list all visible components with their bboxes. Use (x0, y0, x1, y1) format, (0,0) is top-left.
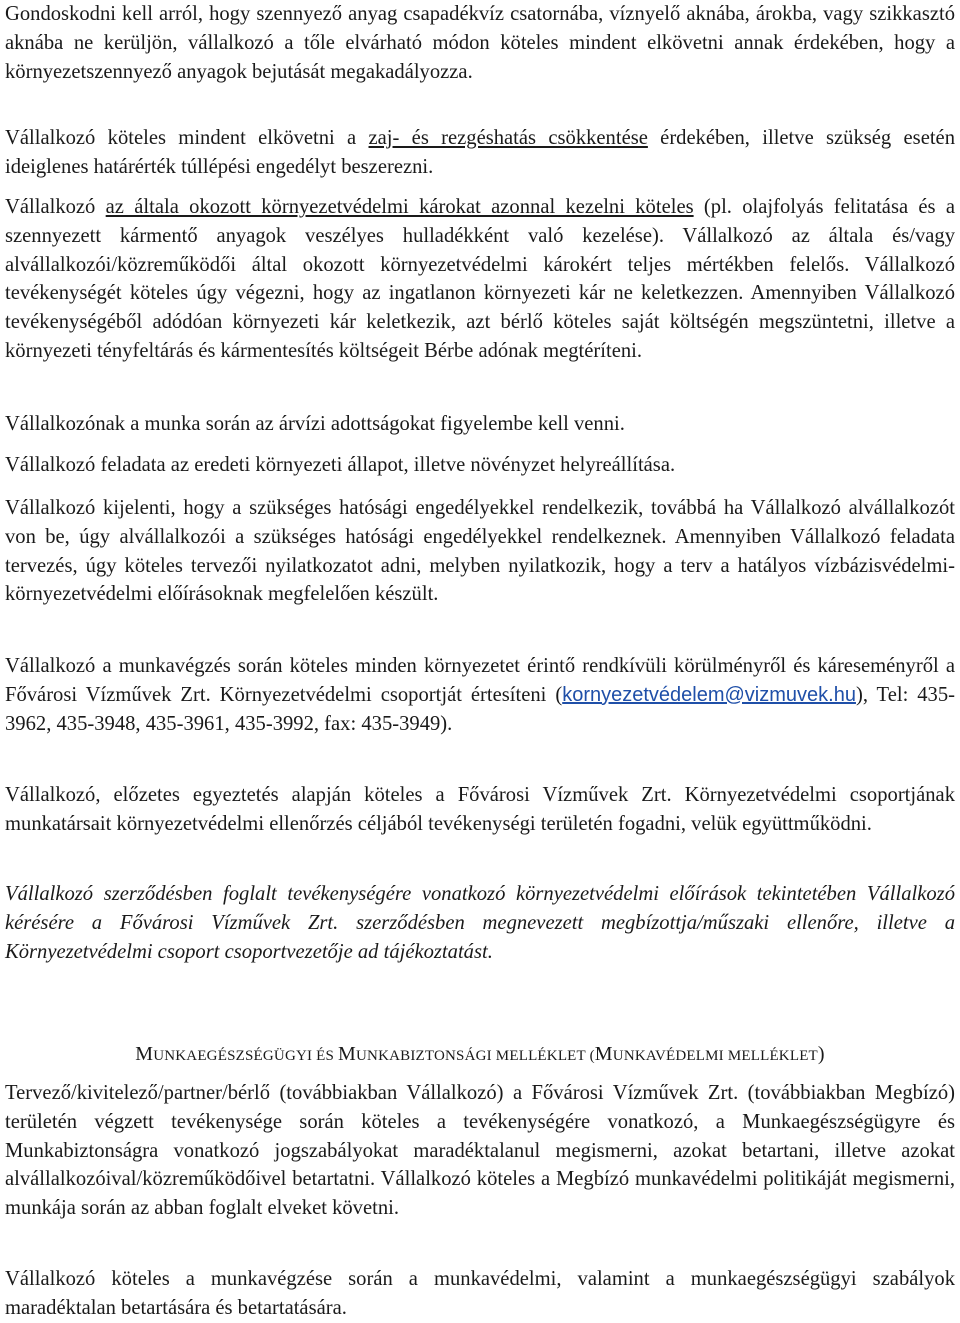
paragraph-permits: Vállalkozó kijelenti, hogy a szükséges hatósági engedélyekkel rendelkezik, továbbá ha Vállalkozó alvállalkozót von be, úgy alvállalkozói a szükséges hatósági engedélyekkel rendelkeznek. Amennyiben Vállalkozó feladata tervezés, úgy köteles tervezői nyilatkozatot adni, melyben nyilatkozik, hogy a terv a hatályos vízbázisvédelmi- környezetvédelmi előírásoknak megfelelően készült. (5, 497, 955, 606)
paragraph-cooperation: Vállalkozó, előzetes egyeztetés alapján köteles a Fővárosi Vízművek Zrt. Környezetvédelmi csoportjának munkatársait környezetvédelmi ellenőrzés céljából tevékenységi területén fogadni, velük együttműködni. (5, 784, 955, 835)
paragraph-restoration: Vállalkozó feladata az eredeti környezeti állapot, illetve növényzet helyreállítása. (5, 454, 676, 476)
paragraph-pollution-prevention: Gondoskodni kell arról, hogy szennyező anyag csapadékvíz csatornába, víznyelő aknába, árokba, vagy szikkasztó aknába ne kerüljön, vállalkozó a tőle elvárható módon köteles mindent elkövetni annak érdekében, hogy a környezetszennyező anyagok bejutását megakadályozza. (5, 3, 955, 83)
underlined-text: az általa okozott környezetvédelmi károkat azonnal kezelni köteles (105, 196, 694, 218)
text-run: érdekében, illetve szükség esetén ideiglenes határérték túllépési engedélyt beszerezni. (5, 127, 955, 178)
paragraph-environmental-damage (5, 193, 955, 366)
email-link[interactable]: kornyezetvédelem@vizmuvek.hu (562, 683, 856, 706)
underlined-text: zaj- és rezgéshatás csökkentése (368, 127, 648, 149)
text-run: Vállalkozó köteles mindent elkövetni a (5, 127, 369, 149)
paragraph-notification (5, 652, 955, 738)
paragraph-work-safety-rules: Vállalkozó köteles a munkavégzése során a munkavédelmi, valamint a munkaegészségügyi szabályok maradéktalan betartására és betartatására. (5, 1268, 955, 1319)
text-run: Vállalkozó (5, 196, 106, 218)
paragraph-occupational-safety: Tervező/kivitelező/partner/bérlő (továbbiakban Vállalkozó) a Fővárosi Vízművek Zrt. (továbbiakban Megbízó) területén végzett tevékenysége során köteles a tevékenységére vonatkozó, a Munkaegészségügyre és Munkabiztonságra vonatkozó jogszabályokat maradéktalanul megismerni, azokat betartani, illetve azokat alvállalkozóival/közreműködőivel betartatni. Vállalkozó köteles a Megbízó munkavédelmi politikáját megismerni, munkája során az abban foglalt elveket követni. (5, 1082, 955, 1220)
text-run: ), Tel: 435-3962, 435-3948, 435-3961, 435-3992, fax: 435-3949). (5, 683, 955, 735)
text-run: (pl. olajfolyás felitatása és a szennyezett kármentő anyagok veszélyes hulladékként való kezelése). Vállalkozó az általa és/vagy alvállalkozói/közreműködői által okozott környezetvédelmi károkért teljes mértékben felelős. Vállalkozó tevékenységét köteles úgy végezni, hogy az ingatlanon környezeti kár ne keletkezzen. Amennyiben Vállalkozó tevékenységéből adódóan környezeti kár keletkezik, azt bérlő köteles saját költségén megszüntetni, illetve a környezeti tényfeltárás és kármentesítés költségeit Bérbe adónak megtéríteni. (5, 196, 956, 362)
paragraph-flood-conditions: Vállalkozónak a munka során az árvízi adottságokat figyelembe kell venni. (5, 413, 625, 435)
section-heading: MUNKAEGÉSZSÉGÜGYI ÉS MUNKABIZTONSÁGI MELLÉKLET (MUNKAVÉDELMI MELLÉKLET) (135, 1043, 825, 1065)
paragraph-information-italic: Vállalkozó szerződésben foglalt tevékenységére vonatkozó környezetvédelmi előírások tekintetében Vállalkozó kérésére a Fővárosi Vízművek Zrt. szerződésben megnevezett megbízottja/műszaki ellenőre, illetve a Környezetvédelmi csoport csoportvezetője ad tájékoztatást. (5, 883, 955, 963)
text-run: Vállalkozó a munkavégzés során köteles minden környezetet érintő rendkívüli körülményről és káreseményről a Fővárosi Vízművek Zrt. Környezetvédelmi csoportját értesíteni ( (5, 655, 955, 706)
paragraph-noise-vibration (5, 124, 955, 182)
